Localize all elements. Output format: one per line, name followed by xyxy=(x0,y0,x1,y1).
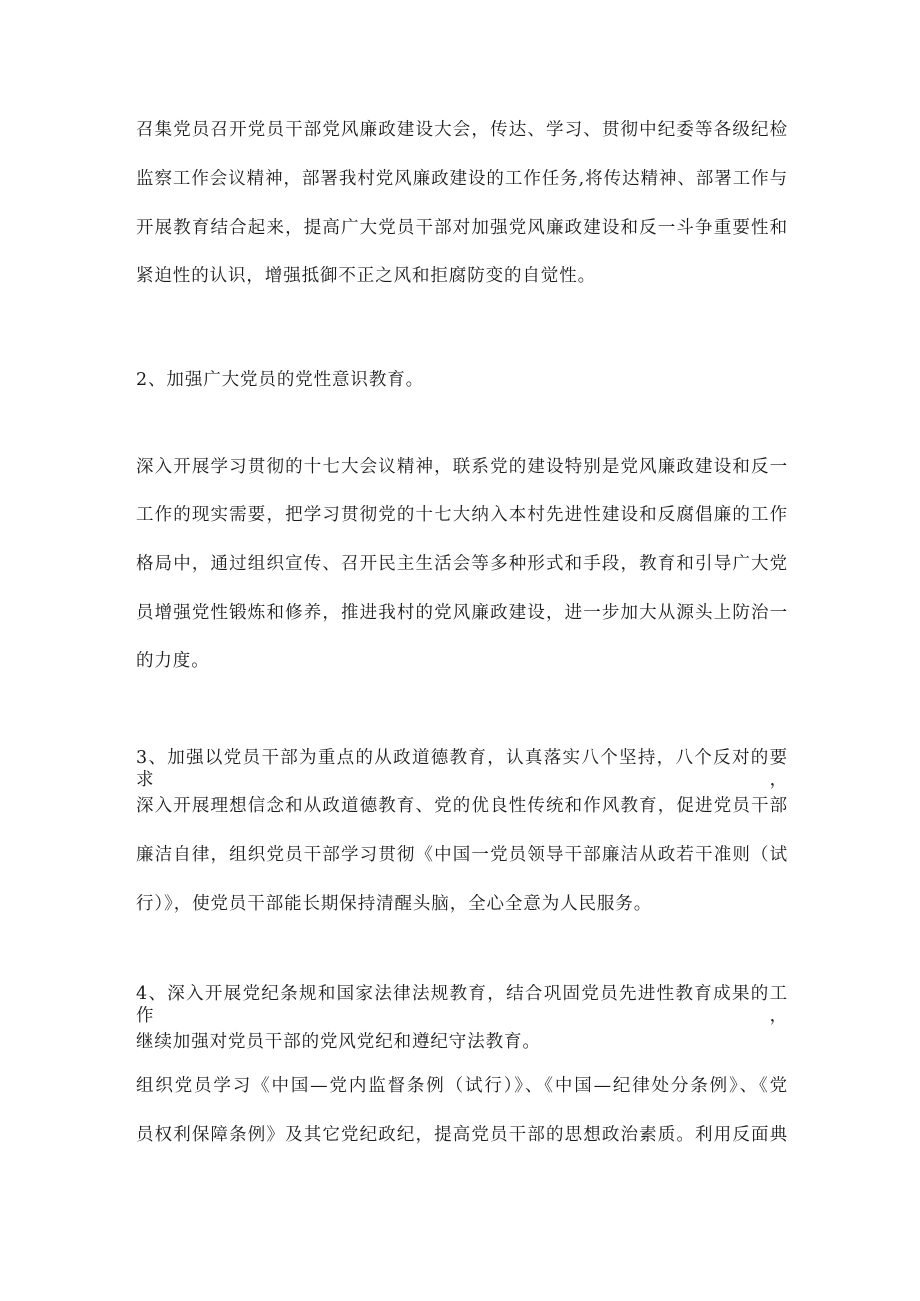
paragraph-3-line-3: 格局中，通过组织宣传、召开民主生活会等多种形式和手段，教育和引导广大党 xyxy=(136,554,788,574)
paragraph-5-line-1: 4、深入开展党纪条规和国家法律法规教育，结合巩固党员先进性教育成果的工作， xyxy=(136,984,788,1026)
paragraph-4-line-1: 3、加强以党员干部为重点的从政道德教育，认真落实八个坚持，八个反对的要求， xyxy=(136,748,788,790)
paragraph-4-line-4: 行）》，使党员干部能长期保持清醒头脑，全心全意为人民服务。 xyxy=(136,894,653,914)
paragraph-3-line-5: 的力度。 xyxy=(136,651,210,671)
paragraph-5-line-2: 继续加强对党员干部的党风党纪和遵纪守法教育。 xyxy=(136,1032,541,1052)
paragraph-3-line-1: 深入开展学习贯彻的十七大会议精神，联系党的建设特别是党风廉政建设和反一 xyxy=(136,457,788,477)
paragraph-3-line-2: 工作的现实需要，把学习贯彻党的十七大纳入本村先进性建设和反腐倡廉的工作 xyxy=(136,505,788,525)
paragraph-1-line-2: 监察工作会议精神，部署我村党风廉政建设的工作任务,将传达精神、部署工作与 xyxy=(136,169,788,189)
paragraph-4-line-2: 深入开展理想信念和从政道德教育、党的优良性传统和作风教育，促进党员干部 xyxy=(136,796,788,816)
paragraph-5-line-4: 员权利保障条例》及其它党纪政纪，提高党员干部的思想政治素质。利用反面典 xyxy=(136,1125,788,1145)
paragraph-4-line-3: 廉洁自律，组织党员干部学习贯彻《中国一党员领导干部廉洁从政若干准则（试 xyxy=(136,845,788,865)
paragraph-1-line-3: 开展教育结合起来，提高广大党员干部对加强党风廉政建设和反一斗争重要性和 xyxy=(136,218,788,238)
paragraph-5-line-3: 组织党员学习《中国—党内监督条例（试行）》、《中国—纪律处分条例》、《党 xyxy=(136,1076,788,1096)
paragraph-1-line-1: 召集党员召开党员干部党风廉政建设大会，传达、学习、贯彻中纪委等各级纪检 xyxy=(136,120,788,140)
paragraph-1-line-4: 紧迫性的认识，增强抵御不正之风和拒腐防变的自觉性。 xyxy=(136,266,596,286)
paragraph-3-line-4: 员增强党性锻炼和修养，推进我村的党风廉政建设，进一步加大从源头上防治一 xyxy=(136,603,788,623)
paragraph-2-heading: 2、加强广大党员的党性意识教育。 xyxy=(136,370,425,390)
